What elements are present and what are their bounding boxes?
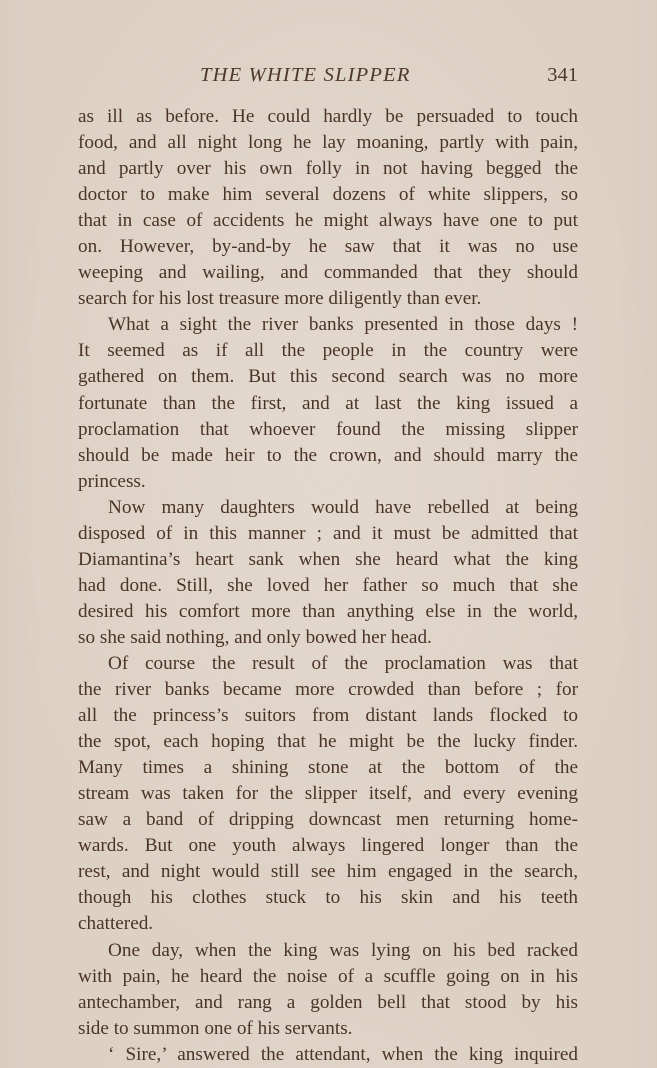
text-line: stream was taken for the slipper itself, and every evening xyxy=(78,783,578,805)
paragraph-first-line: One day, when the king was lying on his bed racked xyxy=(108,939,578,961)
text-line: had done. Still, she loved her father so much that she xyxy=(78,574,578,596)
text-line: rest, and night would still see him engaged in the search, xyxy=(78,861,578,883)
text-line: saw a band of dripping downcast men returning home- xyxy=(78,809,578,831)
paragraph-first-line: What a sight the river banks presented in those days ! xyxy=(108,314,578,336)
text-line: doctor to make him several dozens of white slippers, so xyxy=(78,184,578,206)
text-line: antechamber, and rang a golden bell that stood by his xyxy=(78,991,578,1013)
text-line: Many times a shining stone at the bottom of the xyxy=(78,757,578,779)
text-line: desired his comfort more than anything else in the world, xyxy=(78,600,578,622)
paragraph-first-line: Now many daughters would have rebelled at being xyxy=(108,496,578,518)
text-line: though his clothes stuck to his skin and his teeth xyxy=(78,887,578,909)
text-line: food, and all night long he lay moaning, partly with pain, xyxy=(78,132,578,154)
text-line: fortunate than the first, and at last the king issued a xyxy=(78,392,578,414)
text-line: and partly over his own folly in not having begged the xyxy=(78,158,578,180)
text-line: all the princess’s suitors from distant lands flocked to xyxy=(78,705,578,727)
text-line: chattered. xyxy=(78,913,154,935)
text-line: with pain, he heard the noise of a scuffle going on in his xyxy=(78,965,578,987)
body-text xyxy=(78,104,578,1068)
paragraph-first-line: Of course the result of the proclamation was that xyxy=(108,652,578,674)
text-line: princess. xyxy=(78,470,146,492)
text-line: so she said nothing, and only bowed her head. xyxy=(78,626,432,648)
text-line: gathered on them. But this second search was no more xyxy=(78,366,578,388)
text-line: It seemed as if all the people in the country were xyxy=(78,340,578,362)
text-line: Diamantina’s heart sank when she heard what the king xyxy=(78,548,578,570)
text-line: weeping and wailing, and commanded that they should xyxy=(78,262,578,284)
text-line: the river banks became more crowded than before ; for xyxy=(78,679,578,701)
text-line: side to summon one of his servants. xyxy=(78,1017,353,1039)
text-line: on. However, by-and-by he saw that it was no use xyxy=(78,236,578,258)
running-head xyxy=(78,64,578,94)
text-line: the spot, each hoping that he might be the lucky finder. xyxy=(78,731,578,753)
text-line: disposed of in this manner ; and it must be admitted that xyxy=(78,522,578,544)
running-title: THE WHITE SLIPPER xyxy=(200,64,411,86)
page-number: 341 xyxy=(547,64,578,86)
text-line: search for his lost treasure more diligently than ever. xyxy=(78,288,482,310)
paragraph-first-line: ‘ Sire,’ answered the attendant, when the king inquired xyxy=(108,1043,578,1065)
text-line: wards. But one youth always lingered longer than the xyxy=(78,835,578,857)
text-line: should be made heir to the crown, and should marry the xyxy=(78,444,578,466)
text-line: as ill as before. He could hardly be persuaded to touch xyxy=(78,106,578,127)
text-line: that in case of accidents he might always have one to put xyxy=(78,210,578,232)
text-line: proclamation that whoever found the missing slipper xyxy=(78,418,578,440)
